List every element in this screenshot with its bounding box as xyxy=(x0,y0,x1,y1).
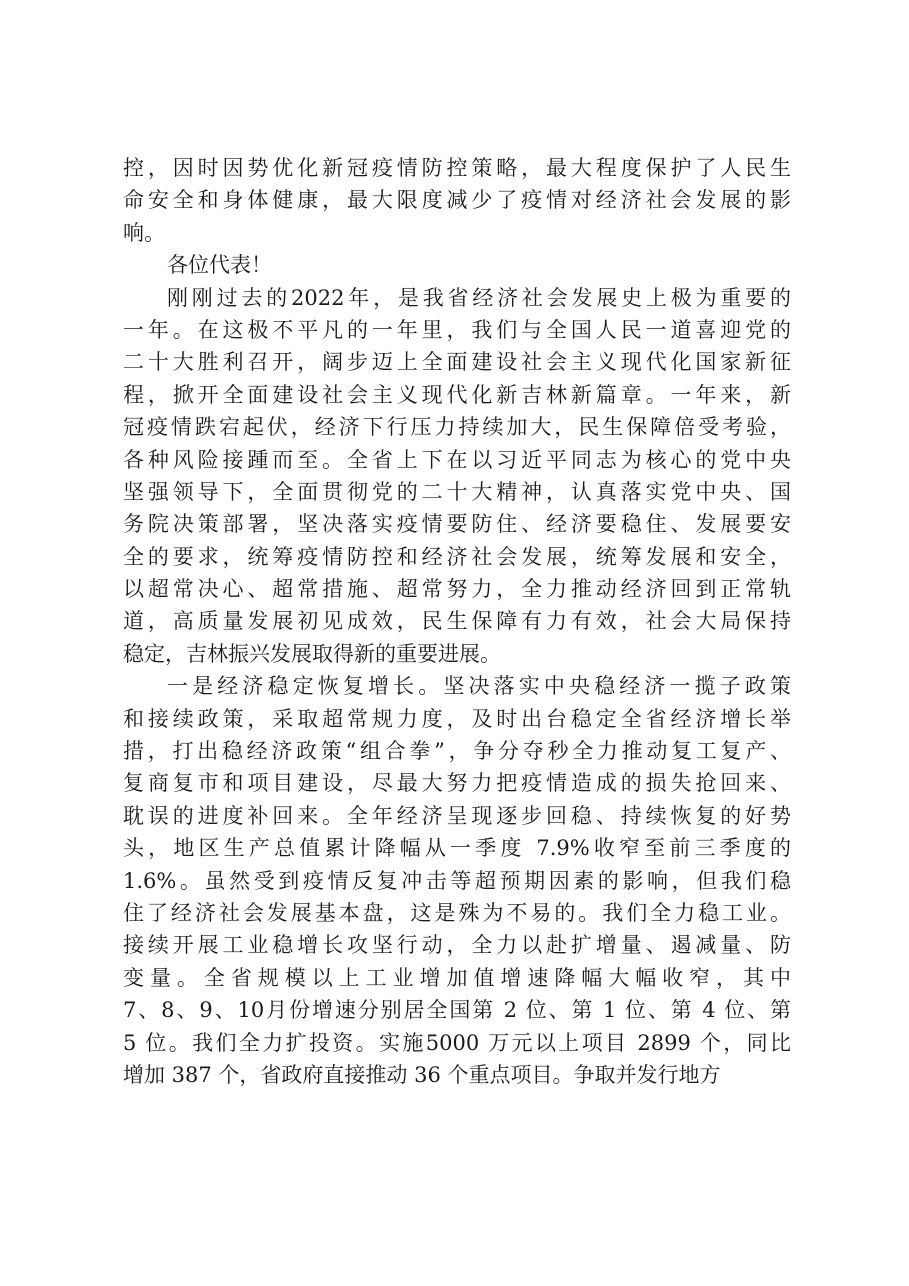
text-line: 全的要求，统筹疫情防控和经济社会发展，统筹发展和安全， xyxy=(123,544,791,569)
paragraph xyxy=(123,670,791,1091)
paragraph xyxy=(123,249,791,281)
text-line: 刚刚过去的2022年，是我省经济社会发展史上极为重要的 xyxy=(167,285,791,310)
text-line: 头，地区生产总值累计降幅从一季度 7.9%收窄至前三季度的 xyxy=(123,836,791,861)
text-line: 一是经济稳定恢复增长。坚决落实中央稳经济一揽子政策 xyxy=(167,674,791,699)
paragraph xyxy=(123,282,791,671)
text-line: 和接续政策，采取超常规力度，及时出台稳定全省经济增长举 xyxy=(123,706,791,731)
paragraph xyxy=(123,152,791,249)
text-line: 5 位。我们全力扩投资。实施5000 万元以上项目 2899 个，同比 xyxy=(123,1030,791,1055)
text-line: 各位代表！ xyxy=(167,253,272,278)
text-line: 二十大胜利召开，阔步迈上全面建设社会主义现代化国家新征 xyxy=(123,350,791,375)
text-line: 一年。在这极不平凡的一年里，我们与全国人民一道喜迎党的 xyxy=(123,317,791,342)
text-line: 1.6%。虽然受到疫情反复冲击等超预期因素的影响，但我们稳 xyxy=(123,868,791,893)
text-line: 稳定，吉林振兴发展取得新的重要进展。 xyxy=(123,641,501,666)
text-line: 务院决策部署，坚决落实疫情要防住、经济要稳住、发展要安 xyxy=(123,512,791,537)
text-line: 复商复市和项目建设，尽最大努力把疫情造成的损失抢回来、 xyxy=(123,771,791,796)
text-line: 措，打出稳经济政策“组合拳”，争分夺秒全力推动复工复产、 xyxy=(123,739,791,764)
text-line: 控，因时因势优化新冠疫情防控策略，最大程度保护了人民生 xyxy=(123,156,791,180)
text-line: 响。 xyxy=(123,220,165,245)
text-line: 变量。全省规模以上工业增加值增速降幅大幅收窄，其中 xyxy=(123,965,791,990)
text-line: 程，掀开全面建设社会主义现代化新吉林新篇章。一年来，新 xyxy=(123,382,791,407)
body-text xyxy=(123,152,791,1091)
text-line: 耽误的进度补回来。全年经济呈现逐步回稳、持续恢复的好势 xyxy=(123,803,791,828)
text-line: 道，高质量发展初见成效，民生保障有力有效，社会大局保持 xyxy=(123,609,791,634)
text-line: 以超常决心、超常措施、超常努力，全力推动经济回到正常轨 xyxy=(123,577,791,602)
text-line: 坚强领导下，全面贯彻党的二十大精神，认真落实党中央、国 xyxy=(123,479,791,504)
text-line: 各种风险接踵而至。全省上下在以习近平同志为核心的党中央 xyxy=(123,447,791,472)
text-line: 7、8、9、10月份增速分别居全国第 2 位、第 1 位、第 4 位、第 xyxy=(123,998,791,1023)
text-line: 增加 387 个，省政府直接推动 36 个重点项目。争取并发行地方 xyxy=(123,1062,721,1087)
text-line: 接续开展工业稳增长攻坚行动，全力以赴扩增量、遏减量、防 xyxy=(123,933,791,958)
text-line: 住了经济社会发展基本盘，这是殊为不易的。我们全力稳工业。 xyxy=(123,900,791,925)
text-line: 命安全和身体健康，最大限度减少了疫情对经济社会发展的影 xyxy=(123,188,791,213)
text-line: 冠疫情跌宕起伏，经济下行压力持续加大，民生保障倍受考验， xyxy=(123,415,791,440)
